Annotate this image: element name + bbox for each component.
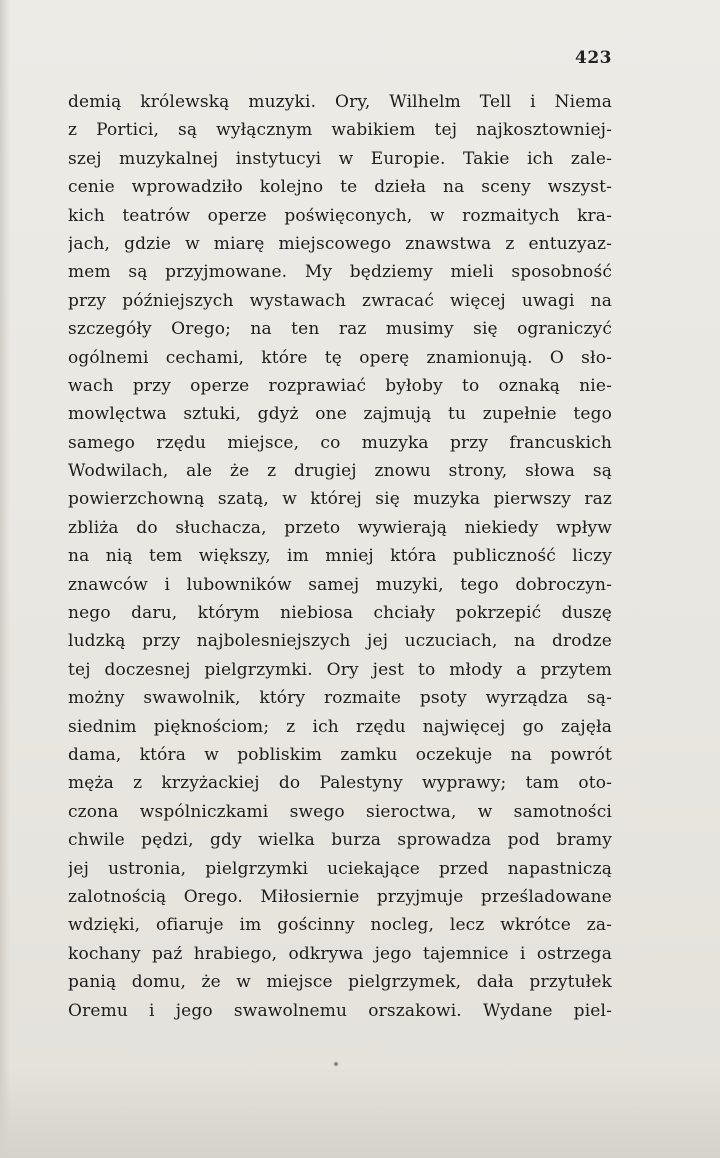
page-number: 423	[575, 48, 612, 68]
text-line: cenie wprowadziło kolejno te dzieła na sceny wszyst-	[68, 177, 612, 198]
text-line: wach przy operze rozprawiać byłoby to oznaką nie-	[68, 375, 612, 396]
text-line: Wodwilach, ale że z drugiej znowu strony, słowa są	[68, 461, 612, 482]
text-line: zbliża do słuchacza, przeto wywierają niekiedy wpływ	[68, 517, 612, 538]
body-text	[68, 88, 612, 1025]
text-line: samego rzędu miejsce, co muzyka przy francuskich	[68, 432, 612, 453]
page-bottom-shadow	[0, 1068, 720, 1158]
text-line: możny swawolnik, który rozmaite psoty wyrządza są-	[68, 688, 612, 709]
text-line: kich teatrów operze poświęconych, w rozmaitych kra-	[68, 205, 612, 226]
text-line: mem są przyjmowane. My będziemy mieli sposobność	[68, 262, 612, 283]
text-line: demią królewską muzyki. Ory, Wilhelm Tell i Niema	[68, 92, 612, 112]
text-line: jej ustronia, pielgrzymki uciekające przed napastniczą	[68, 858, 612, 879]
text-line: panią domu, że w miejsce pielgrzymek, dała przytułek	[68, 972, 612, 993]
text-line: na nią tem większy, im mniej która publiczność liczy	[68, 546, 612, 567]
text-line: Oremu i jego swawolnemu orszakowi. Wydane piel-	[68, 1000, 612, 1021]
text-line: nego daru, którym niebiosa chciały pokrzepić duszę	[68, 603, 612, 624]
page-left-edge-shadow	[0, 0, 10, 1158]
text-line: czona wspólniczkami swego sieroctwa, w samotności	[68, 801, 612, 822]
text-line: mowlęctwa sztuki, gdyż one zajmują tu zupełnie tego	[68, 404, 612, 425]
text-line: szczegóły Orego; na ten raz musimy się ograniczyć	[68, 319, 612, 340]
text-line: wdzięki, ofiaruje im gościnny nocleg, lecz wkrótce za-	[68, 915, 612, 936]
text-line: ogólnemi cechami, które tę operę znamionują. O sło-	[68, 347, 612, 368]
text-line: kochany paź hrabiego, odkrywa jego tajemnice i ostrzega	[68, 943, 612, 964]
text-line: zalotnością Orego. Miłosiernie przyjmuje prześladowane	[68, 886, 612, 907]
text-line: szej muzykalnej instytucyi w Europie. Takie ich zale-	[68, 148, 612, 169]
text-line: ludzką przy najbolesniejszych jej uczuciach, na drodze	[68, 631, 612, 652]
text-line: znawców i lubowników samej muzyki, tego dobroczyn-	[68, 574, 612, 595]
text-line: przy późniejszych wystawach zwracać więcej uwagi na	[68, 290, 612, 311]
text-line: z Portici, są wyłącznym wabikiem tej najkosztowniej-	[68, 120, 612, 141]
text-line: męża z krzyżackiej do Palestyny wyprawy; tam oto-	[68, 773, 612, 794]
text-line: siednim pięknościom; z ich rzędu najwięcej go zajęła	[68, 716, 612, 737]
text-line: dama, która w pobliskim zamku oczekuje na powrót	[68, 744, 612, 765]
text-line: tej doczesnej pielgrzymki. Ory jest to młody a przytem	[68, 659, 612, 680]
text-line: powierzchowną szatą, w której się muzyka pierwszy raz	[68, 489, 612, 510]
text-line: chwile pędzi, gdy wielka burza sprowadza pod bramy	[68, 830, 612, 851]
text-line: jach, gdzie w miarę miejscowego znawstwa z entuzyaz-	[68, 233, 612, 254]
print-speck	[334, 1062, 338, 1066]
